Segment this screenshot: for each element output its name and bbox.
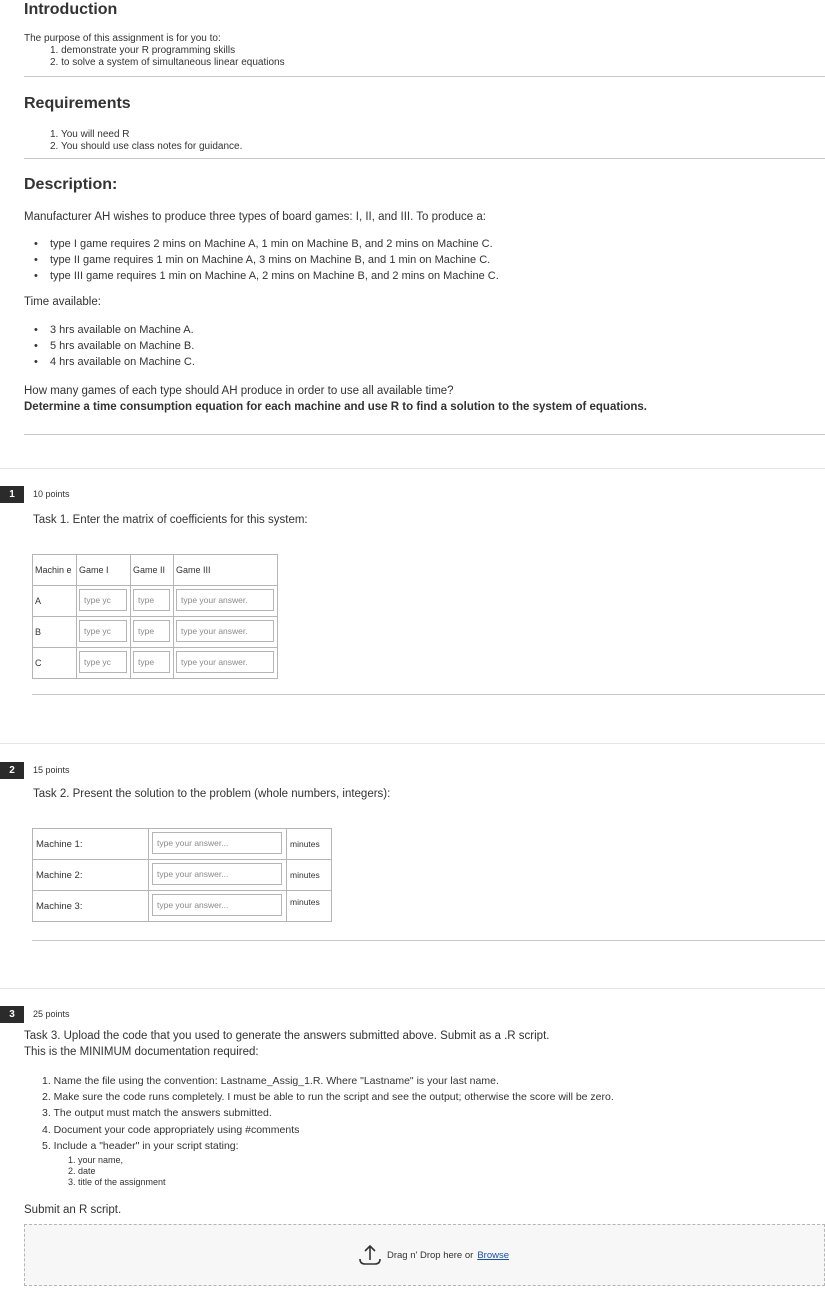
answer-input[interactable]: type xyxy=(133,651,170,673)
description-bullets xyxy=(24,236,499,284)
list-item: 4. Document your code appropriately using #comments xyxy=(42,1123,300,1136)
list-item: 2. date xyxy=(68,1166,96,1176)
unit-label: minutes xyxy=(287,891,332,922)
question-points: 15 points xyxy=(33,765,70,775)
table-row xyxy=(33,617,278,648)
answer-input[interactable]: type xyxy=(133,589,170,611)
table-header: Game II xyxy=(131,555,174,586)
list-item: 1. your name, xyxy=(68,1155,124,1165)
coefficient-matrix-table xyxy=(32,554,278,679)
drop-zone-text: Drag n' Drop here or xyxy=(387,1249,474,1261)
requirements-title: Requirements xyxy=(24,95,131,112)
list-item: 1. Name the file using the convention: Lastname_Assig_1.R. Where "Lastname" is your last name. xyxy=(42,1075,499,1087)
table-header: Machin e xyxy=(33,555,77,586)
table-row xyxy=(33,891,332,922)
question-prompt-secondary: This is the MINIMUM documentation required: xyxy=(24,1046,259,1058)
row-label: Machine 3: xyxy=(33,891,149,922)
answer-input[interactable]: type yc xyxy=(79,651,127,673)
row-label: Machine 2: xyxy=(33,860,149,891)
list-item: • type II game requires 1 min on Machine A, 3 mins on Machine B, and 1 min on Machine C. xyxy=(24,252,499,268)
table-row xyxy=(33,829,332,860)
description-title: Description: xyxy=(24,176,118,193)
answer-input[interactable]: type your answer... xyxy=(152,863,282,885)
question-prompt: Task 2. Present the solution to the problem (whole numbers, integers): xyxy=(33,788,391,800)
documentation-list xyxy=(42,1073,614,1154)
table-row xyxy=(33,860,332,891)
divider xyxy=(32,694,825,695)
description-lead: Manufacturer AH wishes to produce three types of board games: I, II, and III. To produce a: xyxy=(24,211,486,223)
list-item: 3. The output must match the answers submitted. xyxy=(42,1107,272,1120)
table-row xyxy=(33,586,278,617)
table-header: Game III xyxy=(174,555,278,586)
description-instruction: Determine a time consumption equation for each machine and use R to find a solution to the system of equations. xyxy=(24,401,647,413)
question-points: 10 points xyxy=(33,489,70,499)
intro-lead: The purpose of this assignment is for you to: xyxy=(24,33,221,44)
time-available-label: Time available: xyxy=(24,296,101,308)
divider xyxy=(24,158,825,159)
section-divider xyxy=(0,988,825,989)
row-label: A xyxy=(33,586,77,617)
answer-input[interactable]: type xyxy=(133,620,170,642)
answer-input[interactable]: type your answer. xyxy=(176,620,274,642)
unit-label: minutes xyxy=(287,829,332,860)
list-item: • 4 hrs available on Machine C. xyxy=(24,354,195,370)
list-item: 2. Make sure the code runs completely. I must be able to run the script and see the output; otherwise the score will be zero. xyxy=(42,1091,614,1104)
section-divider xyxy=(0,743,825,744)
table-row xyxy=(33,648,278,679)
answer-input[interactable]: type your answer... xyxy=(152,894,282,916)
list-item: 5. Include a "header" in your script stating: xyxy=(42,1139,239,1152)
intro-title: Introduction xyxy=(24,1,118,18)
table-header: Game I xyxy=(77,555,131,586)
requirements-item-1: 1. You will need R xyxy=(50,129,130,140)
answer-input[interactable]: type yc xyxy=(79,620,127,642)
answer-input[interactable]: type your answer... xyxy=(152,832,282,854)
answer-input[interactable]: type your answer. xyxy=(176,589,274,611)
question-number: 3 xyxy=(0,1006,24,1023)
description-question: How many games of each type should AH produce in order to use all available time? xyxy=(24,385,454,397)
file-drop-zone[interactable] xyxy=(24,1224,825,1286)
browse-link[interactable]: Browse xyxy=(477,1249,509,1261)
question-prompt: Task 3. Upload the code that you used to generate the answers submitted above. Submit as a .R script. xyxy=(24,1030,550,1042)
submit-label: Submit an R script. xyxy=(24,1204,122,1216)
row-label: C xyxy=(33,648,77,679)
list-item: • 5 hrs available on Machine B. xyxy=(24,338,195,354)
row-label: B xyxy=(33,617,77,648)
intro-item-1: 1. demonstrate your R programming skills xyxy=(50,45,236,56)
list-item: 3. title of the assignment xyxy=(68,1177,166,1187)
list-item: • type III game requires 1 min on Machine A, 2 mins on Machine B, and 2 mins on Machine C. xyxy=(24,268,499,284)
requirements-item-2: 2. You should use class notes for guidance. xyxy=(50,141,243,152)
divider xyxy=(24,434,825,435)
answer-input[interactable]: type yc xyxy=(79,589,127,611)
answer-input[interactable]: type your answer. xyxy=(176,651,274,673)
drop-zone-content xyxy=(357,1243,509,1267)
question-points: 25 points xyxy=(33,1009,70,1019)
question-number: 1 xyxy=(0,486,24,503)
unit-label: minutes xyxy=(287,860,332,891)
intro-item-2: 2. to solve a system of simultaneous linear equations xyxy=(50,57,285,68)
list-item: • 3 hrs available on Machine A. xyxy=(24,322,195,338)
solution-table xyxy=(32,828,332,922)
divider xyxy=(32,940,825,941)
header-sublist xyxy=(68,1155,166,1188)
question-prompt: Task 1. Enter the matrix of coefficients for this system: xyxy=(33,514,308,526)
list-item: • type I game requires 2 mins on Machine A, 1 min on Machine B, and 2 mins on Machine C. xyxy=(24,236,499,252)
time-bullets xyxy=(24,322,195,370)
question-number: 2 xyxy=(0,762,24,779)
row-label: Machine 1: xyxy=(33,829,149,860)
section-divider xyxy=(0,468,825,469)
upload-icon xyxy=(357,1243,383,1267)
divider xyxy=(24,76,825,77)
